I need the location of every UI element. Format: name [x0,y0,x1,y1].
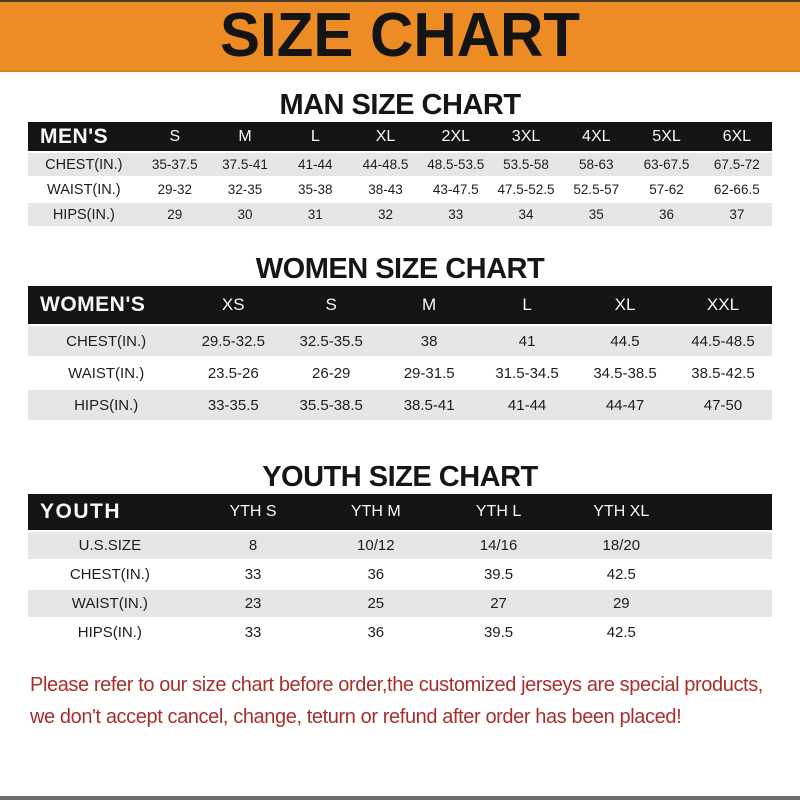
column-header: XL [350,122,420,152]
column-header: S [140,122,210,152]
column-header: M [210,122,280,152]
cell-value: 33 [192,618,315,647]
cell-value: 41 [478,325,576,357]
women-size-table [28,286,772,422]
table-header-row [28,286,772,325]
column-header: L [280,122,350,152]
cell-value: 48.5-53.5 [421,152,491,177]
cell-value: 44-48.5 [350,152,420,177]
column-header: XL [576,286,674,325]
table-row [28,177,772,202]
cell-value: 39.5 [437,618,560,647]
table-row [28,357,772,389]
cell-value: 14/16 [437,531,560,560]
youth-section-heading: YOUTH SIZE CHART [262,461,538,493]
cell-value: 35.5-38.5 [282,389,380,421]
cell-value: 23 [192,589,315,618]
row-spacer-cell [683,618,772,647]
cell-value: 31 [280,202,350,227]
header-spacer-cell [683,494,772,531]
cell-value: 38-43 [350,177,420,202]
section-women [0,252,800,422]
row-label: WAIST(IN.) [28,357,184,389]
cell-value: 53.5-58 [491,152,561,177]
cell-value: 41-44 [280,152,350,177]
cell-value: 36 [314,560,437,589]
column-header: M [380,286,478,325]
footer-note [0,669,800,733]
column-header: XS [184,286,282,325]
cell-value: 33 [421,202,491,227]
cell-value: 36 [314,618,437,647]
row-label: WAIST(IN.) [28,589,192,618]
cell-value: 58-63 [561,152,631,177]
cell-value: 29 [560,589,683,618]
row-spacer-cell [683,560,772,589]
cell-value: 57-62 [631,177,701,202]
column-header: 3XL [491,122,561,152]
row-label: U.S.SIZE [28,531,192,560]
page-title: SIZE CHART [220,0,580,70]
row-label: HIPS(IN.) [28,389,184,421]
row-spacer-cell [683,589,772,618]
table-header-row [28,122,772,152]
cell-value: 52.5-57 [561,177,631,202]
cell-value: 18/20 [560,531,683,560]
table-row [28,560,772,589]
cell-value: 29-31.5 [380,357,478,389]
cell-value: 33-35.5 [184,389,282,421]
table-row [28,618,772,647]
row-label: HIPS(IN.) [28,202,140,227]
cell-value: 42.5 [560,618,683,647]
cell-value: 42.5 [560,560,683,589]
cell-value: 36 [631,202,701,227]
row-label: CHEST(IN.) [28,325,184,357]
cell-value: 27 [437,589,560,618]
cell-value: 44.5-48.5 [674,325,772,357]
table-row [28,531,772,560]
cell-value: 10/12 [314,531,437,560]
column-header: XXL [674,286,772,325]
section-men [0,88,800,228]
table-row [28,389,772,421]
cell-value: 38.5-41 [380,389,478,421]
footer-line-1: Please refer to our size chart before order,the customized jerseys are special products, [30,674,763,696]
column-header: 6XL [702,122,772,152]
column-header: YTH XL [560,494,683,531]
column-header: 4XL [561,122,631,152]
women-section-heading: WOMEN SIZE CHART [255,253,545,285]
cell-value: 30 [210,202,280,227]
cell-value: 41-44 [478,389,576,421]
main-title-banner [0,0,800,72]
column-header: L [478,286,576,325]
men-size-table [28,122,772,228]
table-corner-label: WOMEN'S [28,286,184,325]
footer-line-2: we don't accept cancel, change, teturn or refund after order has been placed! [30,706,682,728]
cell-value: 67.5-72 [702,152,772,177]
cell-value: 44.5 [576,325,674,357]
table-row [28,325,772,357]
cell-value: 35-37.5 [140,152,210,177]
cell-value: 37.5-41 [210,152,280,177]
youth-size-table [28,494,772,648]
column-header: YTH S [192,494,315,531]
cell-value: 39.5 [437,560,560,589]
cell-value: 44-47 [576,389,674,421]
cell-value: 62-66.5 [702,177,772,202]
table-corner-label: MEN'S [28,122,140,152]
row-label: CHEST(IN.) [28,152,140,177]
cell-value: 29-32 [140,177,210,202]
row-spacer-cell [683,531,772,560]
table-row [28,589,772,618]
cell-value: 32 [350,202,420,227]
cell-value: 8 [192,531,315,560]
cell-value: 34 [491,202,561,227]
cell-value: 37 [702,202,772,227]
cell-value: 63-67.5 [631,152,701,177]
cell-value: 29.5-32.5 [184,325,282,357]
table-corner-label: YOUTH [28,494,192,531]
cell-value: 43-47.5 [421,177,491,202]
cell-value: 47.5-52.5 [491,177,561,202]
men-section-heading: MAN SIZE CHART [279,89,521,121]
row-label: WAIST(IN.) [28,177,140,202]
cell-value: 34.5-38.5 [576,357,674,389]
cell-value: 32.5-35.5 [282,325,380,357]
table-row [28,202,772,227]
cell-value: 38 [380,325,478,357]
column-header: YTH L [437,494,560,531]
section-youth [0,460,800,648]
row-label: CHEST(IN.) [28,560,192,589]
cell-value: 38.5-42.5 [674,357,772,389]
cell-value: 31.5-34.5 [478,357,576,389]
cell-value: 23.5-26 [184,357,282,389]
cell-value: 47-50 [674,389,772,421]
cell-value: 35-38 [280,177,350,202]
cell-value: 26-29 [282,357,380,389]
cell-value: 35 [561,202,631,227]
column-header: 5XL [631,122,701,152]
row-label: HIPS(IN.) [28,618,192,647]
cell-value: 29 [140,202,210,227]
column-header: S [282,286,380,325]
table-row [28,152,772,177]
column-header: YTH M [314,494,437,531]
column-header: 2XL [421,122,491,152]
cell-value: 33 [192,560,315,589]
cell-value: 25 [314,589,437,618]
bottom-border-bar [0,796,800,800]
table-header-row [28,494,772,531]
cell-value: 32-35 [210,177,280,202]
